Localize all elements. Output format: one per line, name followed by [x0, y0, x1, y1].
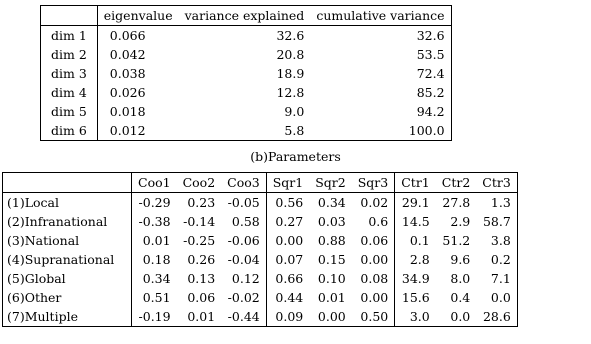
table-cell: 0.06 — [352, 231, 395, 250]
table-cell: 0.066 — [109, 28, 146, 43]
table-cell: 32.6 — [276, 28, 305, 43]
table-row — [41, 26, 452, 46]
table-cell: 0.51 — [142, 290, 171, 305]
row-label: (6)Other — [3, 288, 132, 307]
table-cell: 85.2 — [416, 85, 445, 100]
table-cell: 100.0 — [408, 123, 445, 138]
table-cell: 0.01 — [142, 233, 171, 248]
row-label: (2)Infranational — [3, 212, 132, 231]
table-cell: 0.038 — [109, 66, 146, 81]
table-cell: 0.026 — [109, 85, 146, 100]
table-row — [3, 269, 518, 288]
table-row — [41, 83, 452, 102]
table-cell: -0.06 — [221, 231, 266, 250]
table-cell: 18.9 — [276, 66, 305, 81]
table-cell: 15.6 — [401, 290, 430, 305]
table-cell: 0.88 — [317, 233, 346, 248]
table-cell: 0.34 — [317, 195, 346, 210]
table-header-row — [3, 173, 518, 193]
column-header: variance explained — [179, 6, 311, 26]
table-caption: (b)Parameters — [250, 149, 341, 164]
column-header: Sqr1 — [266, 173, 309, 193]
parameters-table — [2, 172, 518, 327]
row-label: dim 3 — [41, 64, 98, 83]
table-cell: 0.09 — [275, 309, 304, 324]
column-header: Sqr2 — [309, 173, 352, 193]
row-label: (7)Multiple — [3, 307, 132, 327]
table-cell: 14.5 — [401, 214, 430, 229]
table-cell: 0.10 — [317, 271, 346, 286]
table-cell: 0.01 — [317, 290, 346, 305]
table-cell: 0.56 — [275, 195, 304, 210]
table-cell: -0.19 — [138, 309, 171, 324]
row-label: dim 6 — [41, 121, 98, 141]
table-row — [3, 193, 518, 213]
table-cell: 0.00 — [275, 233, 304, 248]
table-row — [3, 250, 518, 269]
row-label: (1)Local — [3, 193, 132, 213]
column-header: Ctr3 — [476, 173, 517, 193]
row-label: dim 2 — [41, 45, 98, 64]
table-cell: 0.18 — [142, 252, 171, 267]
column-header: cumulative variance — [310, 6, 451, 26]
table-cell: 8.0 — [450, 271, 471, 286]
table-cell: 0.08 — [352, 269, 395, 288]
table-cell: -0.44 — [221, 307, 266, 327]
table-cell: 2.9 — [450, 214, 471, 229]
table-cell: 0.0 — [490, 290, 511, 305]
table-cell: 27.8 — [442, 195, 471, 210]
column-header: Ctr1 — [395, 173, 436, 193]
column-header: Ctr2 — [436, 173, 477, 193]
table-cell: 1.3 — [490, 195, 511, 210]
table-cell: 12.8 — [276, 85, 305, 100]
table-cell: 0.2 — [490, 252, 511, 267]
table-cell: 0.012 — [109, 123, 146, 138]
row-label: dim 4 — [41, 83, 98, 102]
table-cell: 0.4 — [450, 290, 471, 305]
row-label: (3)National — [3, 231, 132, 250]
column-header: eigenvalue — [97, 6, 178, 26]
table-cell: 0.26 — [187, 252, 216, 267]
table-cell: 0.34 — [142, 271, 171, 286]
eigenvalue-table — [40, 5, 452, 141]
table-row — [41, 64, 452, 83]
table-header-row — [41, 6, 452, 26]
table-cell: 0.66 — [275, 271, 304, 286]
table-cell: 20.8 — [276, 47, 305, 62]
column-header — [3, 173, 132, 193]
table-cell: 2.8 — [409, 252, 430, 267]
table-cell: -0.02 — [221, 288, 266, 307]
table-cell: 0.12 — [221, 269, 266, 288]
table-cell: 0.1 — [409, 233, 430, 248]
table-cell: 0.00 — [317, 309, 346, 324]
table-cell: 0.0 — [450, 309, 471, 324]
table-cell: 3.8 — [490, 233, 511, 248]
table-cell: 0.00 — [352, 250, 395, 269]
table-row — [3, 231, 518, 250]
column-header: Coo2 — [177, 173, 222, 193]
column-header: Sqr3 — [352, 173, 395, 193]
table-cell: -0.05 — [221, 193, 266, 213]
table-cell: 0.03 — [317, 214, 346, 229]
table-cell: 32.6 — [416, 28, 445, 43]
table-cell: 72.4 — [416, 66, 445, 81]
table-cell: -0.25 — [183, 233, 216, 248]
table-cell: -0.04 — [221, 250, 266, 269]
table-cell: 0.018 — [109, 104, 146, 119]
table-cell: 0.6 — [352, 212, 395, 231]
table-cell: 0.01 — [187, 309, 216, 324]
table-cell: 51.2 — [442, 233, 471, 248]
table-cell: 0.06 — [187, 290, 216, 305]
row-label: (5)Global — [3, 269, 132, 288]
column-header: Coo3 — [221, 173, 266, 193]
table-row — [3, 307, 518, 327]
table-cell: 0.15 — [317, 252, 346, 267]
column-header — [41, 6, 98, 26]
table-cell: 5.8 — [284, 123, 305, 138]
table-cell: 0.44 — [275, 290, 304, 305]
table-cell: 94.2 — [416, 104, 445, 119]
table-cell: 0.23 — [187, 195, 216, 210]
table-cell: 0.042 — [109, 47, 146, 62]
table-cell: 34.9 — [401, 271, 430, 286]
table-row — [41, 121, 452, 141]
table-cell: 0.58 — [221, 212, 266, 231]
table-cell: 0.02 — [352, 193, 395, 213]
table-cell: -0.38 — [138, 214, 171, 229]
table-cell: 9.6 — [450, 252, 471, 267]
table-cell: 0.00 — [352, 288, 395, 307]
table-row — [3, 288, 518, 307]
row-label: dim 5 — [41, 102, 98, 121]
table-row — [3, 212, 518, 231]
table-cell: 29.1 — [401, 195, 430, 210]
row-label: (4)Supranational — [3, 250, 132, 269]
table-cell: 3.0 — [409, 309, 430, 324]
row-label: dim 1 — [41, 26, 98, 46]
table-cell: 28.6 — [482, 309, 511, 324]
table-cell: -0.29 — [138, 195, 171, 210]
table-row — [41, 102, 452, 121]
table-cell: 58.7 — [482, 214, 511, 229]
table-cell: 0.50 — [352, 307, 395, 327]
table-cell: -0.14 — [183, 214, 216, 229]
table-cell: 0.07 — [275, 252, 304, 267]
table-row — [41, 45, 452, 64]
column-header: Coo1 — [132, 173, 177, 193]
table-cell: 53.5 — [416, 47, 445, 62]
table-cell: 7.1 — [490, 271, 511, 286]
table-cell: 0.27 — [275, 214, 304, 229]
table-cell: 9.0 — [284, 104, 305, 119]
table-cell: 0.13 — [187, 271, 216, 286]
